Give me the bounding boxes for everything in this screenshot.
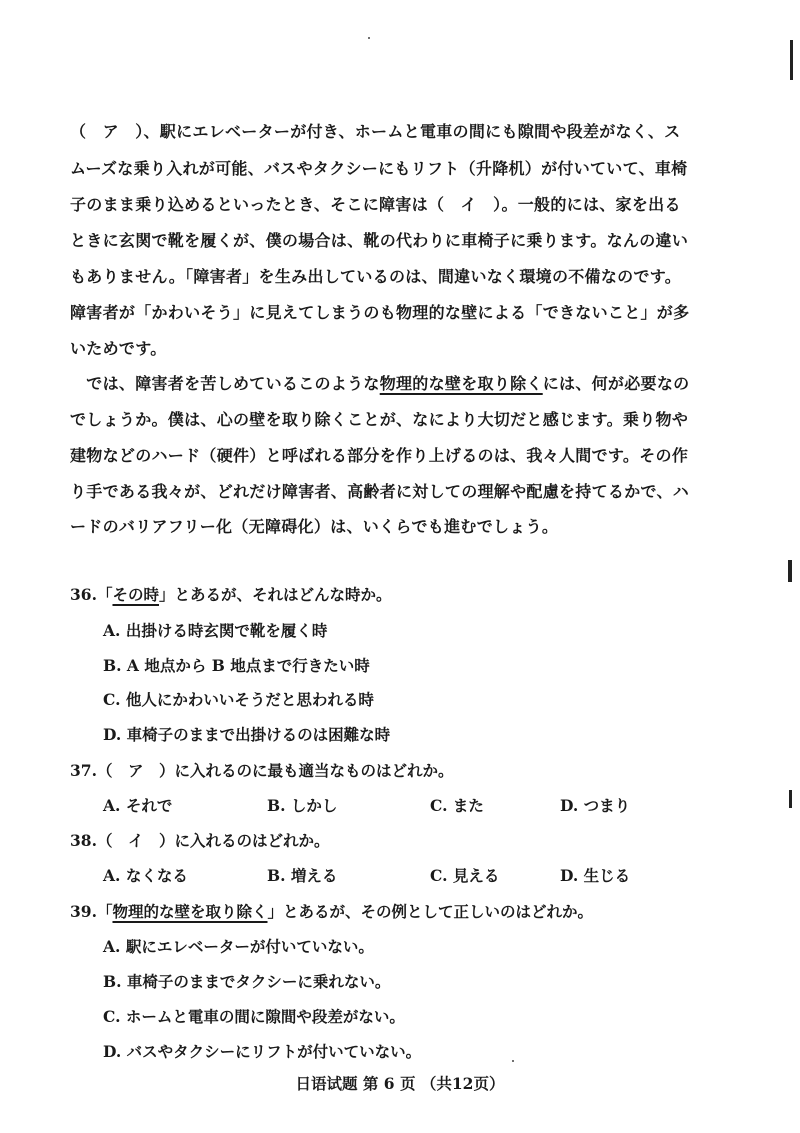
- passage-text: では、障害者を苦しめているこのような: [70, 374, 380, 393]
- question-number: 39.: [70, 902, 97, 921]
- passage-line: 建物などのハード（硬件）と呼ばれる部分を作り上げるのは、我々人間です。その作: [70, 446, 689, 465]
- answer-option: C. 他人にかわいいそうだと思われる時: [103, 690, 374, 709]
- underlined-phrase: 物理的な壁を取り除く: [112, 902, 268, 921]
- passage-line: もありません。「障害者」を生み出しているのは、間違いなく環境の不備なのです。: [70, 267, 682, 286]
- answer-option: B. 車椅子のままでタクシーに乗れない。: [103, 972, 391, 991]
- question-stem: 38.（ イ ）に入れるのはどれか。: [70, 831, 330, 850]
- passage-line: 障害者が「かわいそう」に見えてしまうのも物理的な壁による「できないこと」が多: [70, 303, 690, 322]
- answer-option: A. それで: [103, 796, 173, 815]
- question-text: 「: [96, 585, 113, 604]
- question-text: 」とあるが、それはどんな時か。: [159, 585, 392, 604]
- question-stem: [70, 585, 392, 605]
- answer-option: A. 駅にエレベーターが付いていない。: [103, 937, 374, 956]
- answer-option: B. しかし: [267, 796, 338, 815]
- passage-line: 子のまま乗り込めるといったとき、そこに障害は（ イ ）。一般的には、家を出る: [70, 195, 681, 214]
- passage-line: り手である我々が、どれだけ障害者、高齢者に対しての理解や配慮を持てるかで、ハ: [70, 482, 690, 501]
- passage-line: いためです。: [70, 339, 167, 358]
- question-text: 」とあるが、その例として正しいのはどれか。: [267, 902, 594, 921]
- answer-option: C. また: [430, 796, 484, 815]
- question-text: 「: [96, 902, 113, 921]
- passage-text: には、何が必要なの: [542, 374, 690, 393]
- underlined-phrase: その時: [112, 585, 159, 604]
- answer-option: B. 増える: [267, 866, 338, 885]
- question-number: 36.: [70, 585, 97, 604]
- scan-speck: [368, 37, 370, 39]
- scan-edge-mark: [789, 790, 792, 808]
- question-stem: [70, 902, 593, 922]
- answer-option: C. 見える: [430, 866, 500, 885]
- answer-option: C. ホームと電車の間に隙間や段差がない。: [103, 1007, 405, 1026]
- scan-edge-mark: [788, 560, 792, 582]
- underlined-phrase: 物理的な壁を取り除く: [379, 374, 543, 393]
- answer-option: D. バスやタクシーにリフトが付いていない。: [103, 1042, 422, 1061]
- passage-line: でしょうか。僕は、心の壁を取り除くことが、なにより大切だと感じます。乗り物や: [70, 410, 689, 429]
- scan-speck: [512, 1060, 514, 1062]
- answer-option: D. 車椅子のままで出掛けるのは困難な時: [103, 725, 391, 744]
- passage-line: ードのバリアフリー化（无障碍化）は、いくらでも進むでしょう。: [70, 517, 559, 536]
- passage-line: [70, 374, 710, 394]
- page-footer: 日语试题 第 6 页 （共12页）: [295, 1074, 505, 1093]
- question-stem: 37.（ ア ）に入れるのに最も適当なものはどれか。: [70, 761, 454, 780]
- answer-option: D. つまり: [560, 796, 631, 815]
- passage-line: （ ア ）、駅にエレベーターが付き、ホームと電車の間にも隙間や段差がなく、ス: [70, 122, 681, 141]
- passage-line: ときに玄関で靴を履くが、僕の場合は、靴の代わりに車椅子に乗ります。なんの違い: [70, 231, 689, 250]
- answer-option: B. A 地点から B 地点まで行きたい時: [103, 656, 370, 675]
- answer-option: D. 生じる: [560, 866, 631, 885]
- passage-line: ムーズな乗り入れが可能、バスやタクシーにもリフト（升降机）が付いていて、車椅: [70, 159, 688, 178]
- scan-edge-mark: [790, 40, 793, 80]
- answer-option: A. 出掛ける時玄関で靴を履く時: [103, 621, 328, 640]
- answer-option: A. なくなる: [103, 866, 188, 885]
